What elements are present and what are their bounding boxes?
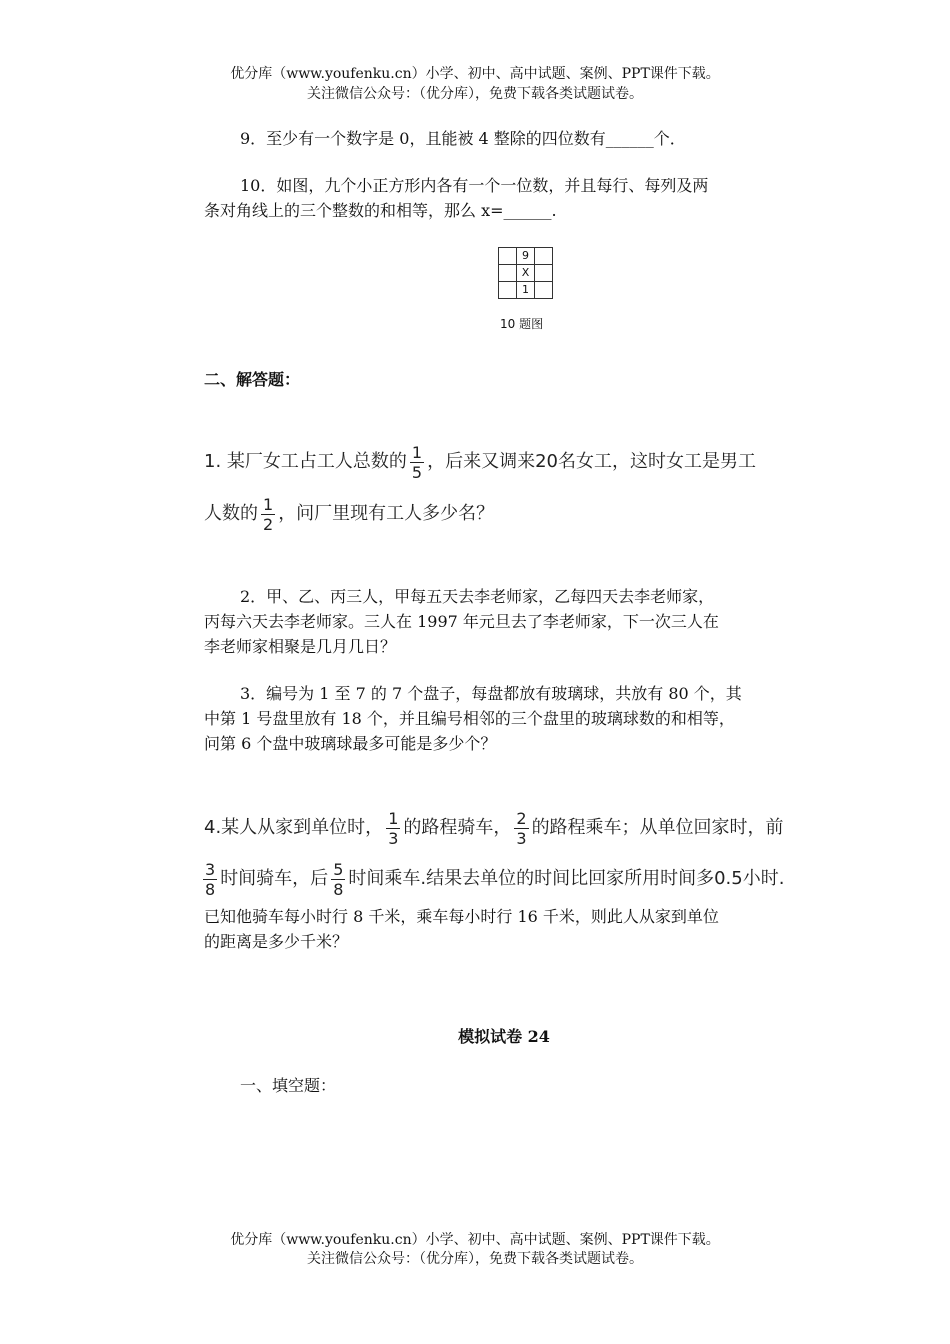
fraction-denominator: 8 bbox=[333, 879, 344, 899]
problem-1-text-d: ，问厂里现有工人多少名？ bbox=[278, 503, 495, 524]
problem-1-text-b: ，后来又调来20名女工，这时女工是男工 bbox=[427, 451, 756, 472]
fraction-numerator: 3 bbox=[205, 859, 216, 879]
question-9: 9．至少有一个数字是 0，且能被 4 整除的四位数有______个． bbox=[240, 129, 686, 148]
fraction-denominator: 2 bbox=[263, 514, 274, 534]
footer-line-1: 优分库（www.youfenku.cn）小学、初中、高中试题、案例、PPT课件下载。 bbox=[230, 1232, 720, 1248]
figure-caption: 10 题图 bbox=[500, 317, 544, 331]
fraction-denominator: 3 bbox=[388, 828, 399, 848]
grid-cell bbox=[499, 282, 517, 299]
problem-2-line-2: 丙每六天去李老师家。三人在 1997 年元旦去了李老师家，下一次三人在 bbox=[204, 612, 719, 631]
problem-4-text-d: 时间骑车，后 bbox=[220, 868, 329, 889]
problem-1-line-2 bbox=[204, 492, 494, 536]
header-line-1: 优分库（www.youfenku.cn）小学、初中、高中试题、案例、PPT课件下载。 bbox=[230, 66, 720, 82]
fraction bbox=[386, 810, 400, 847]
grid-cell bbox=[535, 265, 553, 282]
problem-4-line-1 bbox=[204, 806, 784, 850]
fraction-denominator: 8 bbox=[205, 879, 216, 899]
problem-2-line-1: 2．甲、乙、丙三人，甲每五天去李老师家，乙每四天去李老师家， bbox=[240, 587, 715, 606]
fraction-numerator: 1 bbox=[388, 808, 399, 828]
question-10-line-1: 10．如图，九个小正方形内各有一个一位数，并且每行、每列及两 bbox=[240, 176, 709, 195]
grid-cell bbox=[535, 282, 553, 299]
problem-4-text-a: 4.某人从家到单位时， bbox=[204, 817, 384, 838]
fraction-denominator: 3 bbox=[516, 828, 527, 848]
problem-3-line-1: 3．编号为 1 至 7 的 7 个盘子，每盘都放有玻璃球，共放有 80 个，其 bbox=[240, 684, 742, 703]
fraction bbox=[203, 861, 217, 898]
grid-cell bbox=[535, 248, 553, 265]
section-2-title: 二、解答题： bbox=[204, 370, 301, 389]
magic-square-figure bbox=[498, 247, 553, 299]
fraction-numerator: 5 bbox=[333, 859, 344, 879]
grid-cell bbox=[499, 248, 517, 265]
grid-cell: 1 bbox=[517, 282, 535, 299]
section-1-title: 一、填空题： bbox=[240, 1076, 337, 1095]
problem-4-line-3: 已知他骑车每小时行 8 千米，乘车每小时行 16 千米，则此人从家到单位 bbox=[204, 907, 719, 926]
fraction bbox=[410, 444, 424, 481]
fraction-numerator: 2 bbox=[516, 808, 527, 828]
problem-4-line-4: 的距离是多少千米？ bbox=[204, 932, 349, 951]
problem-1-text-c: 人数的 bbox=[204, 503, 258, 524]
problem-4-text-b: 的路程骑车， bbox=[403, 817, 512, 838]
problem-4-text-c: 的路程乘车；从单位回家时，前 bbox=[531, 817, 784, 838]
fraction-numerator: 1 bbox=[411, 442, 423, 462]
problem-2-line-3: 李老师家相聚是几月几日？ bbox=[204, 637, 397, 656]
problem-1-text-a: 1. 某厂女工占工人总数的 bbox=[204, 451, 407, 472]
question-10-line-2: 条对角线上的三个整数的和相等，那么 x=______. bbox=[204, 201, 557, 220]
problem-3-line-2: 中第 1 号盘里放有 18 个，并且编号相邻的三个盘里的玻璃球数的和相等， bbox=[204, 709, 735, 728]
problem-1-line-1 bbox=[204, 440, 756, 484]
header-line-2: 关注微信公众号：（优分库），免费下载各类试题试卷。 bbox=[307, 86, 643, 102]
fraction-denominator: 5 bbox=[411, 462, 423, 482]
grid-cell: 9 bbox=[517, 248, 535, 265]
fraction bbox=[261, 496, 275, 533]
fraction bbox=[331, 861, 345, 898]
fraction-numerator: 1 bbox=[263, 494, 274, 514]
footer-line-2: 关注微信公众号：（优分库），免费下载各类试题试卷。 bbox=[307, 1251, 643, 1267]
problem-4-text-e: 时间乘车.结果去单位的时间比回家所用时间多0.5小时. bbox=[348, 868, 785, 889]
grid-cell bbox=[499, 265, 517, 282]
exam-title: 模拟试卷 24 bbox=[458, 1027, 550, 1046]
magic-square-grid bbox=[498, 247, 553, 299]
problem-3-line-3: 问第 6 个盘中玻璃球最多可能是多少个？ bbox=[204, 734, 497, 753]
problem-4-line-2 bbox=[200, 857, 784, 901]
grid-cell: X bbox=[517, 265, 535, 282]
fraction bbox=[514, 810, 528, 847]
